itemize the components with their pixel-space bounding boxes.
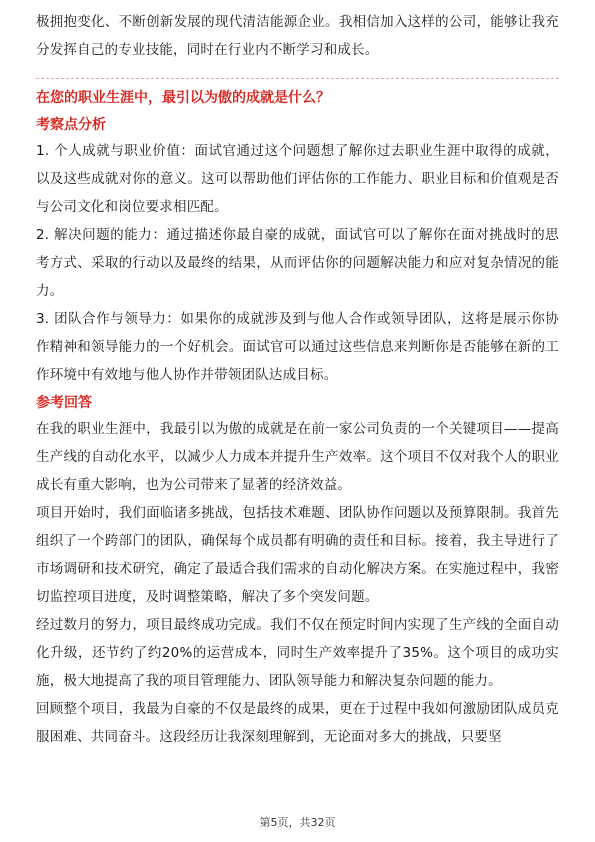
answer-title: 参考回答	[36, 395, 92, 411]
document-page	[36, 8, 559, 751]
analysis-point: 3. 团队合作与领导力：如果你的成就涉及到与他人合作或领导团队，这将是展示你协作精神和领导能力的一个好机会。面试官可以通过这些信息来判断你是否能够在新的工作环境中有效地与他人协作并带领团队达成目标。	[36, 311, 559, 383]
analysis-point: 1. 个人成就与职业价值：面试官通过这个问题想了解你过去职业生涯中取得的成就，以及这些成就对你的意义。这可以帮助他们评估你的工作能力、职业目标和价值观是否与公司文化和岗位要求相匹配。	[36, 143, 559, 215]
question-heading: 在您的职业生涯中，最引以为傲的成就是什么？	[36, 90, 330, 106]
answer-paragraph: 经过数月的努力，项目最终成功完成。我们不仅在预定时间内实现了生产线的全面自动化升级，还节约了约20%的运营成本，同时生产效率提升了35%。这个项目的成功实施，极大地提高了我的项目管理能力、团队领导能力和解决复杂问题的能力。	[36, 617, 559, 689]
answer-paragraph: 回顾整个项目，我最为自豪的不仅是最终的成果，更在于过程中我如何激励团队成员克服困难、共同奋斗。这段经历让我深刻理解到，无论面对多大的挑战，只要坚	[36, 701, 559, 745]
answer-paragraph: 在我的职业生涯中，我最引以为傲的成就是在前一家公司负责的一个关键项目——提高生产线的自动化水平，以减少人力成本并提升生产效率。这个项目不仅对我个人的职业成长有重大影响，也为公司带来了显著的经济效益。	[36, 421, 559, 493]
analysis-point: 2. 解决问题的能力：通过描述你最自豪的成就，面试官可以了解你在面对挑战时的思考方式、采取的行动以及最终的结果，从而评估你的问题解决能力和应对复杂情况的能力。	[36, 227, 559, 299]
section-divider	[36, 78, 559, 79]
analysis-title: 考察点分析	[36, 117, 106, 133]
answer-paragraph: 项目开始时，我们面临诸多挑战，包括技术难题、团队协作问题以及预算限制。我首先组织了一个跨部门的团队，确保每个成员都有明确的责任和目标。接着，我主导进行了市场调研和技术研究，确定了最适合我们需求的自动化解决方案。在实施过程中，我密切监控项目进度，及时调整策略，解决了多个突发问题。	[36, 505, 559, 605]
intro-paragraph: 极拥抱变化、不断创新发展的现代清洁能源企业。我相信加入这样的公司，能够让我充分发挥自己的专业技能，同时在行业内不断学习和成长。	[36, 14, 559, 58]
page-number: 第5页，共32页	[259, 816, 336, 829]
